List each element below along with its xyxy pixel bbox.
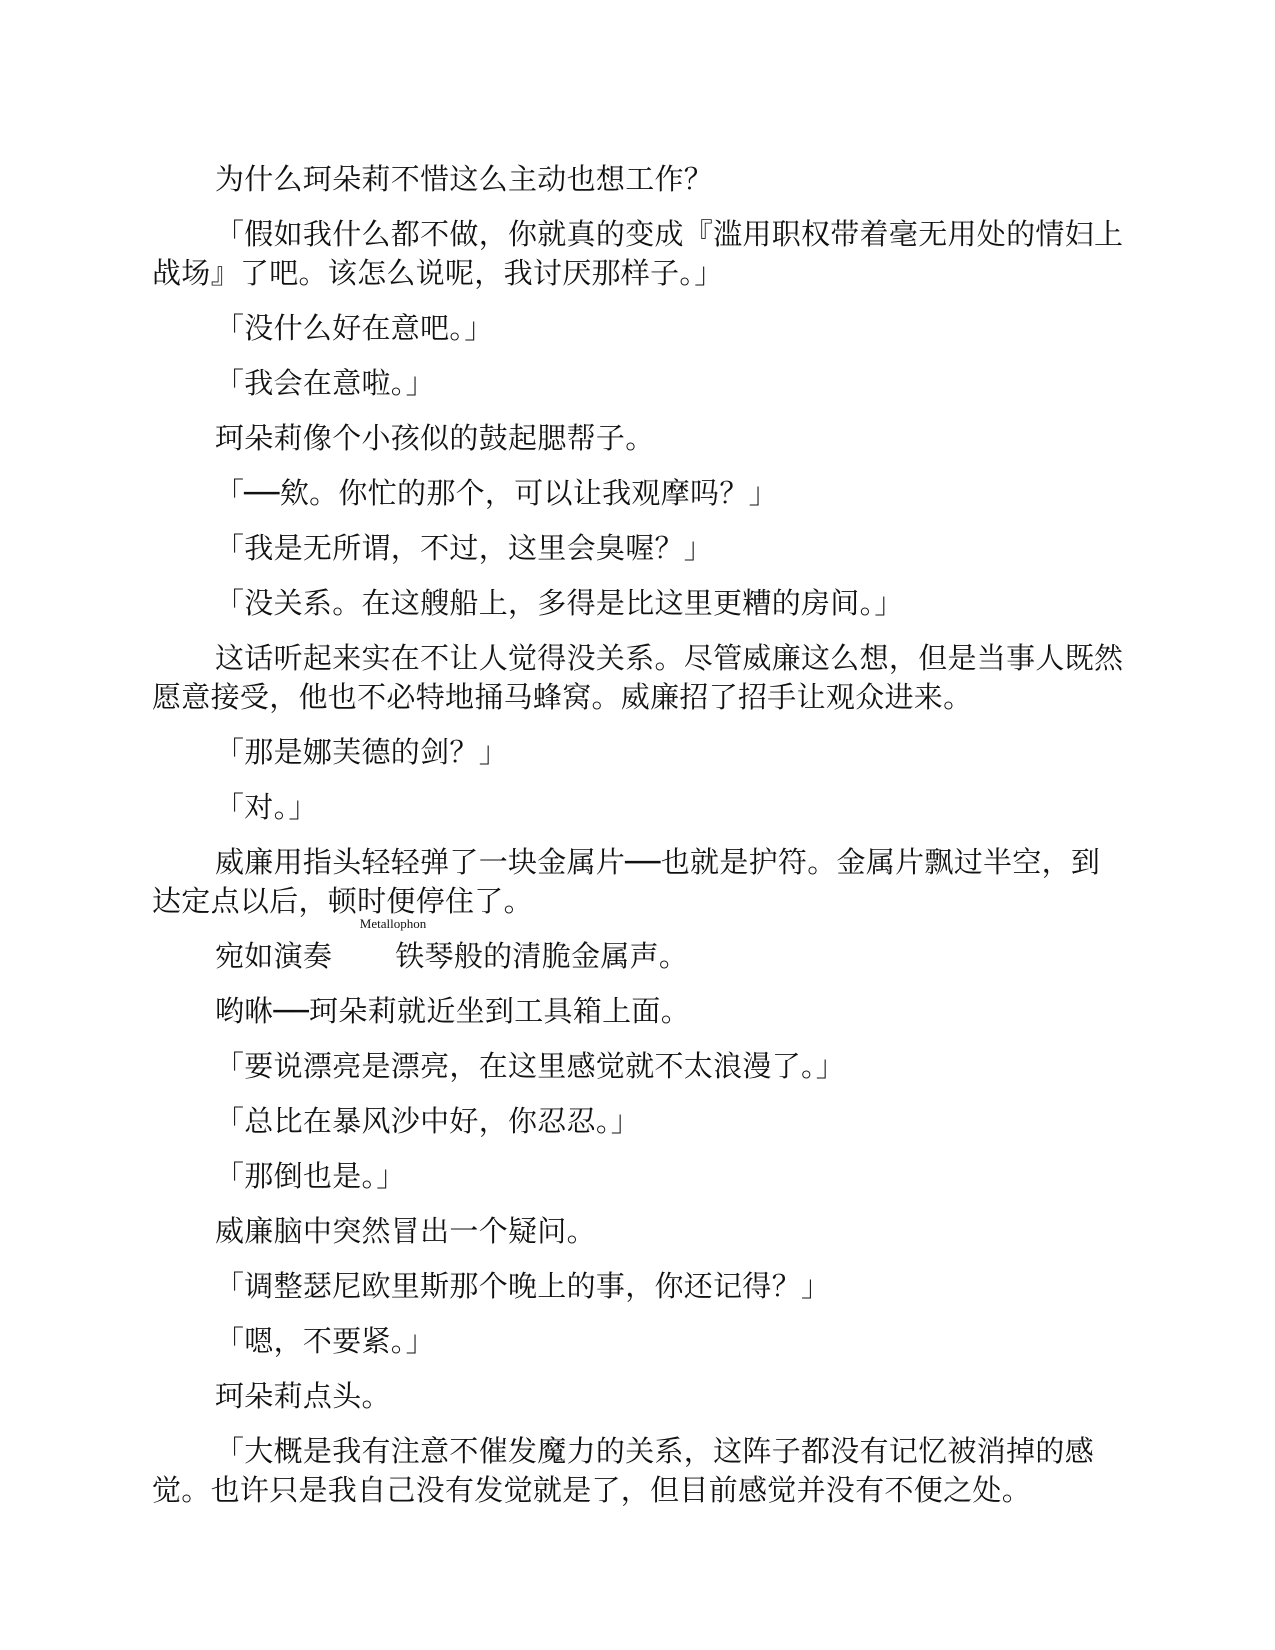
paragraph: 「总比在暴风沙中好，你忍忍。」	[215, 1104, 641, 1138]
paragraph: 「──欸。你忙的那个，可以让我观摩吗？」	[215, 476, 778, 510]
paragraph: 「嗯，不要紧。」	[215, 1324, 435, 1358]
paragraph: 「那倒也是。」	[215, 1159, 406, 1193]
paragraph: 「假如我什么都不做，你就真的变成『滥用职权带着毫无用处的情妇上战场』了吧。该怎么说呢，我讨厌那样子。」	[152, 217, 1124, 290]
paragraph: 珂朵莉像个小孩似的鼓起腮帮子。	[215, 421, 655, 455]
paragraph: 威廉脑中突然冒出一个疑问。	[215, 1214, 596, 1248]
paragraph-with-ruby	[152, 916, 1124, 976]
paragraph: 为什么珂朵莉不惜这么主动也想工作？	[215, 162, 714, 196]
paragraph: 珂朵莉点头。	[215, 1379, 391, 1413]
paragraph: 「对。」	[215, 790, 318, 824]
paragraph: 威廉用指头轻轻弹了一块金属片──也就是护符。金属片飘过半空，到达定点以后，顿时便停住了。	[152, 845, 1101, 918]
ruby-before-text: 宛如演奏	[215, 939, 333, 973]
paragraph: 「要说漂亮是漂亮，在这里感觉就不太浪漫了。」	[215, 1049, 846, 1083]
paragraph: 「没什么好在意吧。」	[215, 311, 494, 345]
paragraph: 「我是无所谓，不过，这里会臭喔？」	[215, 531, 714, 565]
paragraph: 「调整瑟尼欧里斯那个晚上的事，你还记得？」	[215, 1269, 831, 1303]
page-body	[152, 160, 1124, 1526]
paragraph: 「我会在意啦。」	[215, 366, 435, 400]
paragraph: 哟咻──珂朵莉就近坐到工具箱上面。	[215, 994, 691, 1028]
paragraph: 「那是娜芙德的剑？」	[215, 735, 509, 769]
ruby-annotated-word	[332, 916, 454, 976]
paragraph: 这话听起来实在不让人觉得没关系。尽管威廉这么想，但是当事人既然愿意接受，他也不必特地捅马蜂窝。威廉招了招手让观众进来。	[152, 641, 1124, 714]
ruby-after-text: 般的清脆金属声。	[453, 939, 689, 973]
paragraph: 「没关系。在这艘船上，多得是比这里更糟的房间。」	[215, 586, 904, 620]
ruby-base-text: 铁琴	[395, 939, 454, 973]
ruby-annotation: Metallophon	[359, 916, 427, 931]
paragraph: 「大概是我有注意不催发魔力的关系，这阵子都没有记忆被消掉的感觉。也许只是我自己没有发觉就是了，但目前感觉并没有不便之处。	[152, 1434, 1095, 1507]
